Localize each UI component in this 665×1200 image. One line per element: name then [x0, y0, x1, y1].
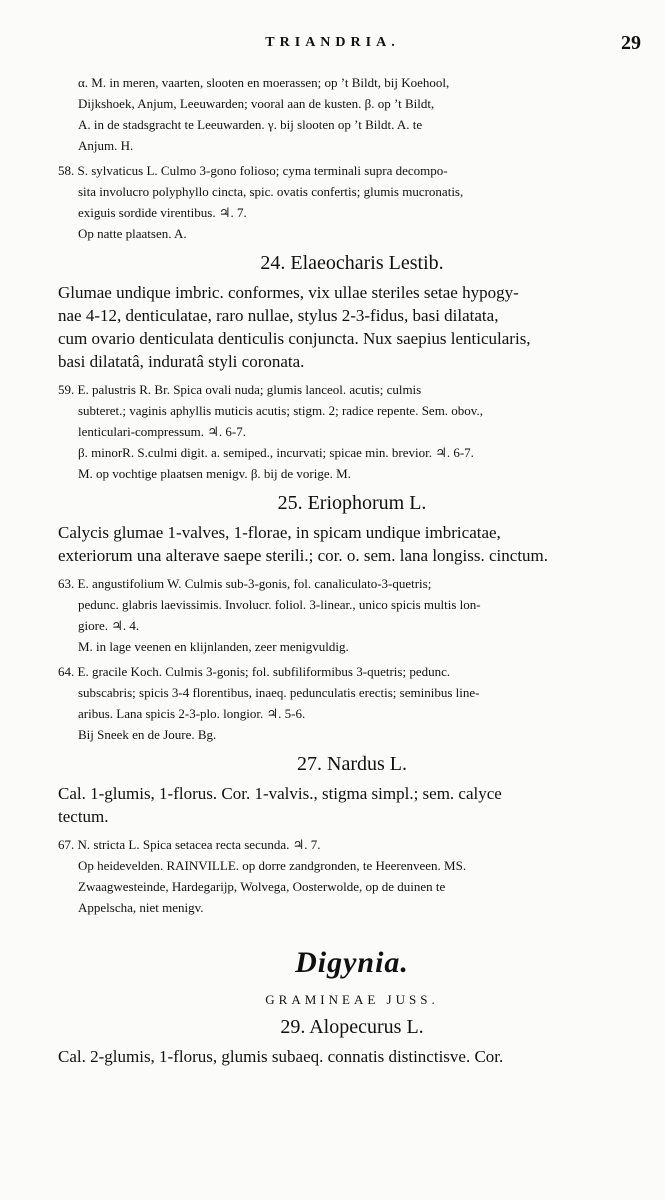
text-line: Op heidevelden. RAINVILLE. op dorre zandgronden, te Heerenveen. MS. [78, 858, 467, 873]
text-line: Op natte plaatsen. A. [78, 226, 187, 241]
text-line: Bij Sneek en de Joure. Bg. [78, 727, 217, 742]
species-63 [58, 573, 646, 657]
text-line: lenticulari-compressum. ♃. 6-7. [78, 424, 246, 439]
text-line: exiguis sordide virentibus. ♃. 7. [78, 205, 247, 220]
text-line: pedunc. glabris laevissimis. Involucr. foliol. 3-linear., unico spicis multis lon- [78, 597, 481, 612]
page-header [0, 32, 665, 56]
text-line: nae 4-12, denticulatae, raro nullae, stylus 2-3-fidus, basi dilatata, [58, 306, 499, 325]
text-line: cum ovario denticulata denticulis conjuncta. Nux saepius lenticularis, [58, 329, 531, 348]
species-58 [58, 160, 646, 244]
text-line: M. op vochtige plaatsen menigv. β. bij de vorige. M. [78, 466, 351, 481]
text-line: Zwaagwesteinde, Hardegarijp, Wolvega, Oosterwolde, op de duinen te [78, 879, 446, 894]
text-line: 63. E. angustifolium W. Culmis sub-3-gonis, fol. canaliculato-3-quetris; [58, 576, 432, 591]
text-line: tectum. [58, 807, 109, 826]
page-number: 29 [621, 32, 641, 54]
text-line: Cal. 1-glumis, 1-florus. Cor. 1-valvis., stigma simpl.; sem. calyce [58, 784, 502, 803]
text-line: 59. E. palustris R. Br. Spica ovali nuda; glumis lanceol. acutis; culmis [58, 382, 422, 397]
text-line: subteret.; vaginis aphyllis muticis acutis; stigm. 2; radice repente. Sem. obov., [78, 403, 483, 418]
genus-description [58, 281, 646, 373]
text-line: giore. ♃. 4. [78, 618, 140, 633]
text-line: β. minorR. S.culmi digit. a. semiped., incurvati; spicae min. brevior. ♃. 6-7. [78, 445, 474, 460]
genus-description [58, 782, 646, 828]
genus-heading: 25. Eriophorum L. [277, 492, 427, 514]
text-line: basi dilatatâ, induratâ styli coronata. [58, 352, 305, 371]
text-line: 67. N. stricta L. Spica setacea recta secunda. ♃. 7. [58, 837, 321, 852]
text-line: aribus. Lana spicis 2-3-plo. longior. ♃. 5-6. [78, 706, 306, 721]
variety-localities [58, 72, 646, 156]
page-content [58, 72, 646, 1068]
running-title: TRIANDRIA. [265, 35, 400, 50]
text-line: Anjum. H. [78, 138, 134, 153]
text-line: α. M. in meren, vaarten, slooten en moerassen; op ’t Bildt, bij Koehool, [78, 75, 450, 90]
section-heading: Digynia. [295, 946, 409, 979]
text-line: 58. S. sylvaticus L. Culmo 3-gono folioso; cyma terminali supra decompo- [58, 163, 448, 178]
family-heading: GRAMINEAE JUSS. [265, 992, 439, 1007]
genus-heading: 27. Nardus L. [297, 753, 407, 775]
text-line: Dijkshoek, Anjum, Leeuwarden; vooral aan de kusten. β. op ’t Bildt, [78, 96, 435, 111]
genus-heading: 24. Elaeocharis Lestib. [260, 252, 444, 274]
text-line: subscabris; spicis 3-4 florentibus, inaeq. pedunculatis erectis; seminibus line- [78, 685, 480, 700]
text-line: A. in de stadsgracht te Leeuwarden. γ. bij slooten op ’t Bildt. A. te [78, 117, 423, 132]
text-line: exteriorum una alterave saepe sterili.; cor. o. sem. lana longiss. cinctum. [58, 546, 549, 565]
species-64 [58, 661, 646, 745]
genus-heading: 29. Alopecurus L. [280, 1016, 424, 1038]
text-line: sita involucro polyphyllo cincta, spic. ovatis confertis; glumis mucronatis, [78, 184, 464, 199]
text-line: Glumae undique imbric. conformes, vix ullae steriles setae hypogy- [58, 283, 519, 302]
genus-description [58, 521, 646, 567]
text-line: M. in lage veenen en klijnlanden, zeer menigvuldig. [78, 639, 349, 654]
species-67 [58, 834, 646, 918]
text-line: Calycis glumae 1-valves, 1-florae, in spicam undique imbricatae, [58, 523, 501, 542]
text-line: 64. E. gracile Koch. Culmis 3-gonis; fol. subfiliformibus 3-quetris; pedunc. [58, 664, 451, 679]
text-line: Appelscha, niet menigv. [78, 900, 204, 915]
species-59 [58, 379, 646, 484]
text-line: Cal. 2-glumis, 1-florus, glumis subaeq. connatis distinctisve. Cor. [58, 1047, 504, 1066]
